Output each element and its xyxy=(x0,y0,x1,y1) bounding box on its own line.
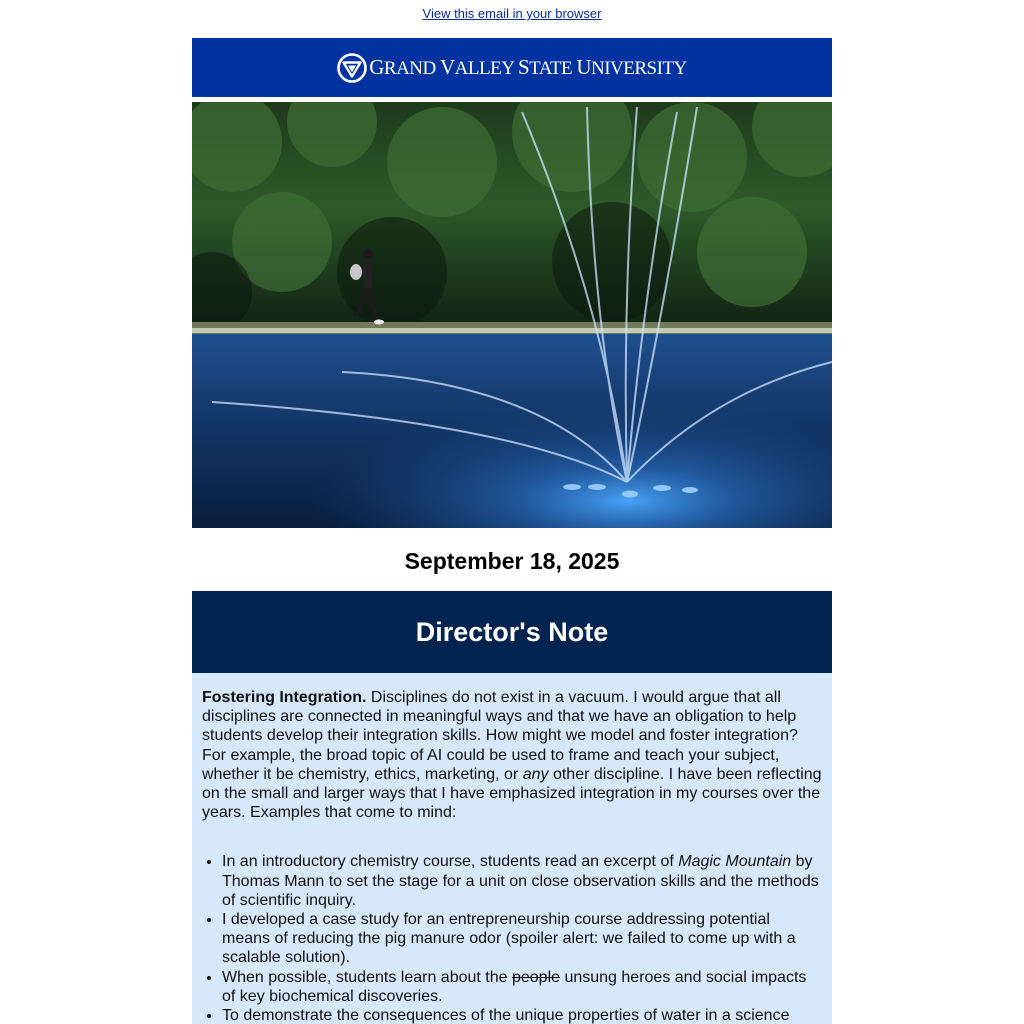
section-title: Director's Note xyxy=(415,616,609,647)
fountain-photo-icon xyxy=(192,102,832,528)
intro-paragraph: Fostering Integration. Disciplines do not exist in a vacuum. I would argue that all disciplines are connected in meaningful ways and that we have an obligation to help students develop their integration skills. How might we model and foster integration? For example, the broad topic of AI could be used to frame and teach your subject, whether it be chemistry, ethics, marketing, or any other discipline. I have been reflecting on the small and larger ways that I have emphasized integration in my courses over the years. Examples that come to mind: xyxy=(202,689,822,822)
list-item: • I developed a case study for an entrepreneurship course addressing potential means of reducing the pig manure odor (spoiler alert: we failed to come up with a scalable solution). xyxy=(222,910,822,968)
list-item: • To demonstrate the consequences of the unique properties of water in a science xyxy=(222,1006,822,1024)
gvsu-logo[interactable] xyxy=(337,53,687,83)
directors-note-body xyxy=(192,673,832,1024)
hero-fountain-image xyxy=(192,102,832,528)
logo-wordmark: GRAND VALLEY STATE UNIVERSITY xyxy=(369,55,687,79)
list-item: • When possible, students learn about the people unsung heroes and social impacts of key biochemical discoveries. xyxy=(222,968,822,1006)
directors-note-band xyxy=(192,591,832,673)
list-item: • In an introductory chemistry course, students read an excerpt of Magic Mountain by Thomas Mann to set the stage for a unit on close observation skills and the methods of scientific inquiry. xyxy=(222,852,822,910)
browser-link-container xyxy=(0,6,1024,21)
intro-lead: Fostering Integration. xyxy=(202,689,367,706)
header-banner xyxy=(192,38,832,97)
gvsu-seal-icon xyxy=(337,53,367,83)
examples-list xyxy=(202,852,822,1024)
issue-date: September 18, 2025 xyxy=(404,548,620,574)
view-in-browser-link[interactable]: View this email in your browser xyxy=(422,6,602,21)
